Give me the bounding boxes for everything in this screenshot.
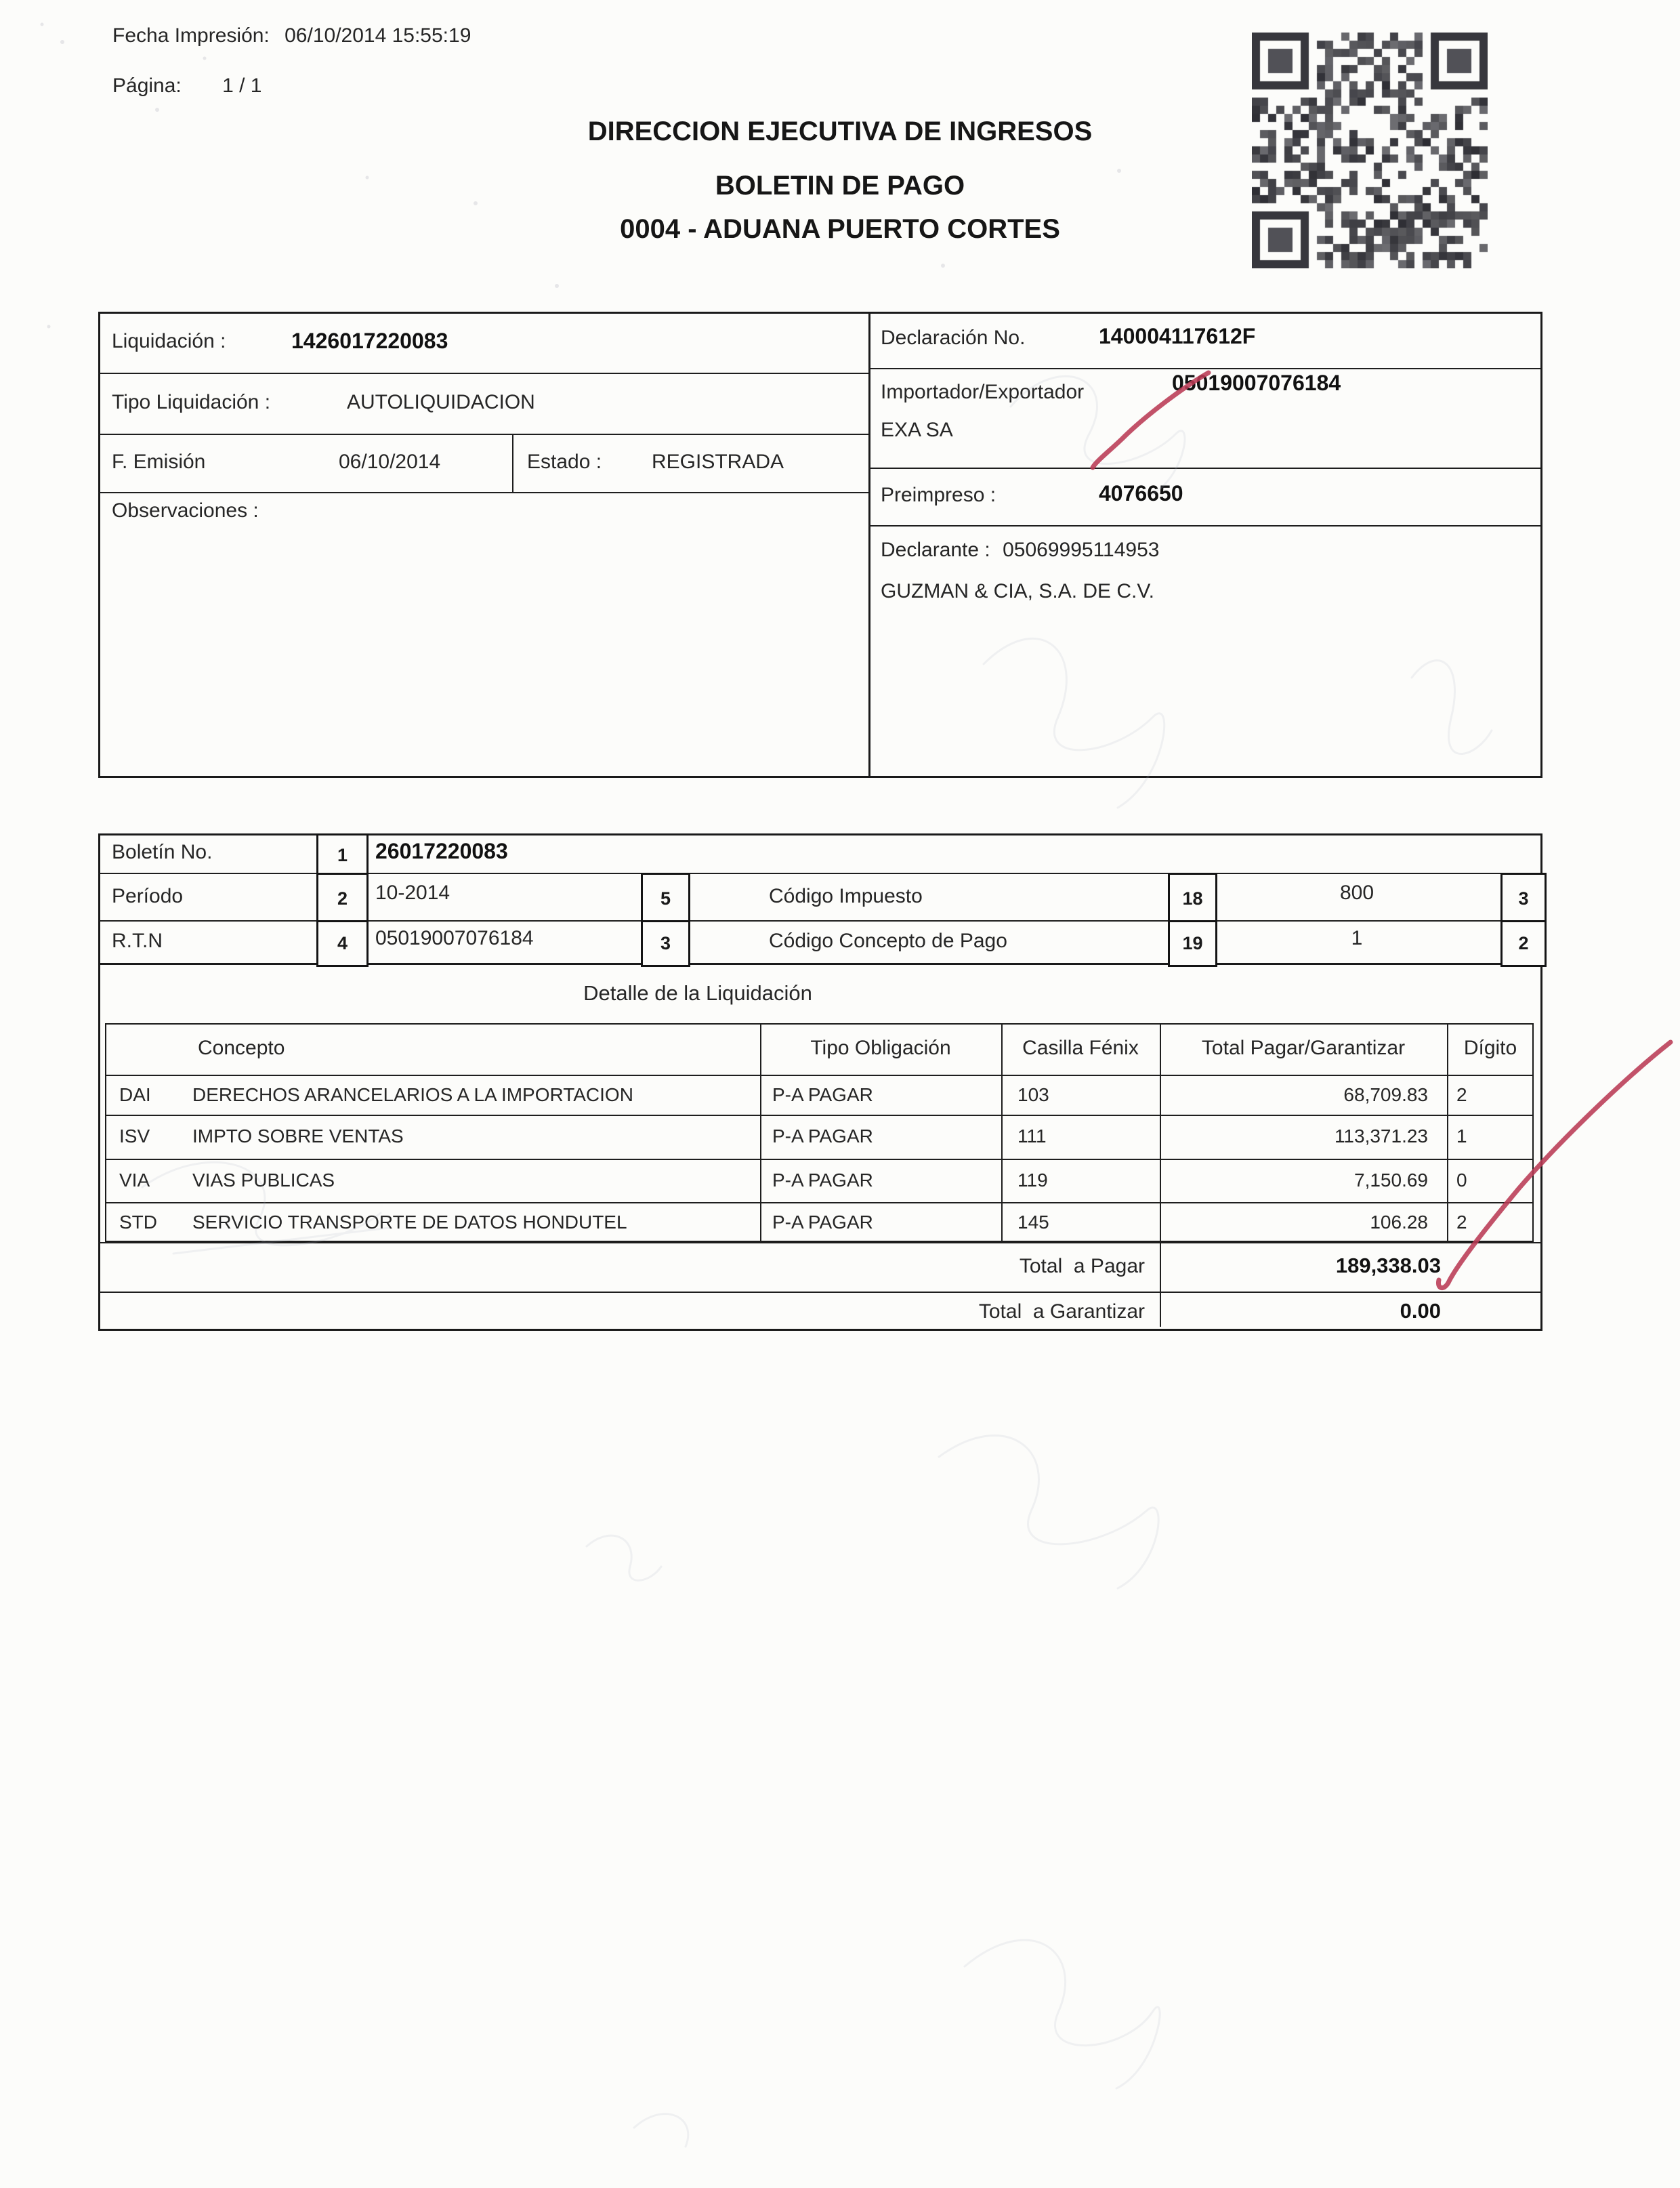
detalle-row-border	[105, 1159, 1532, 1160]
liquidacion-value: 1426017220083	[291, 329, 448, 353]
table1-border	[868, 368, 1540, 369]
casilla-box-19: 19	[1168, 920, 1217, 967]
table1-border	[868, 468, 1540, 469]
casilla-box-1: 1	[316, 833, 369, 877]
detalle-title: Detalle de la Liquidación	[583, 981, 812, 1005]
scan-scribble	[939, 1436, 1158, 1588]
scan-speck	[203, 57, 207, 60]
row-tipo: P-A PAGAR	[772, 1170, 873, 1191]
casilla-box-4: 4	[316, 920, 369, 967]
casilla-box-2: 2	[316, 873, 369, 924]
totals-border	[98, 1292, 1542, 1293]
scan-speck	[41, 23, 44, 26]
table2-border	[98, 920, 1542, 922]
estado-label: Estado :	[527, 451, 602, 473]
row-code: DAI	[119, 1084, 151, 1105]
total-garantizar-label: Total a Garantizar	[978, 1300, 1145, 1323]
codigo-impuesto-label: Código Impuesto	[769, 885, 923, 907]
row-casilla: 145	[1017, 1212, 1049, 1233]
declarante-line	[881, 539, 1159, 562]
table2-border	[98, 963, 1542, 965]
emision-label: F. Emisión	[112, 451, 206, 473]
row-total: 106.28	[1370, 1212, 1428, 1233]
row-concepto: DERECHOS ARANCELARIOS A LA IMPORTACION	[192, 1084, 633, 1105]
scan-scribble	[965, 1940, 1160, 2088]
row-total: 113,371.23	[1334, 1126, 1428, 1147]
detalle-row-border	[105, 1075, 1532, 1076]
totals-divider	[1160, 1242, 1161, 1327]
rtn-label: R.T.N	[112, 930, 163, 952]
table1-border	[98, 434, 868, 435]
declarante-label: Declarante :	[881, 539, 990, 561]
total-pagar-label: Total a Pagar	[1019, 1255, 1145, 1277]
table2-border	[98, 873, 1542, 874]
table1-border	[868, 525, 1540, 527]
codigo-concepto-value: 1	[1351, 927, 1363, 949]
page-number-value: 1 / 1	[222, 75, 262, 97]
row-code: STD	[119, 1212, 157, 1233]
casilla-box-3-right: 3	[1500, 873, 1547, 924]
row-concepto: VIAS PUBLICAS	[192, 1170, 335, 1191]
scan-scribble	[587, 1535, 661, 1580]
scan-speck	[941, 264, 945, 268]
codigo-impuesto-value: 800	[1339, 882, 1374, 904]
importador-value: 05019007076184	[1172, 371, 1341, 395]
totals-border	[98, 1242, 1542, 1243]
periodo-label: Período	[112, 885, 184, 907]
casilla-box-5: 5	[641, 873, 690, 924]
casilla-box-18: 18	[1168, 873, 1217, 924]
declaracion-label: Declaración No.	[881, 327, 1026, 349]
row-tipo: P-A PAGAR	[772, 1084, 873, 1105]
scan-speck	[60, 40, 64, 44]
print-date-value: 06/10/2014 15:55:19	[285, 24, 471, 47]
total-pagar-value: 189,338.03	[1335, 1254, 1441, 1277]
casilla-box-3: 3	[641, 920, 690, 967]
emision-value: 06/10/2014	[339, 451, 441, 473]
row-digito: 0	[1456, 1170, 1467, 1191]
row-code: ISV	[119, 1126, 150, 1147]
row-code: VIA	[119, 1170, 150, 1191]
print-date-label: Fecha Impresión:	[112, 24, 270, 47]
col-header-concepto: Concepto	[198, 1037, 285, 1059]
doc-title: BOLETIN DE PAGO	[715, 171, 965, 201]
page-number-label: Página:	[112, 75, 182, 97]
observaciones-label: Observaciones :	[112, 499, 259, 522]
detalle-row-border	[105, 1202, 1532, 1203]
row-casilla: 119	[1017, 1170, 1048, 1191]
row-concepto: SERVICIO TRANSPORTE DE DATOS HONDUTEL	[192, 1212, 627, 1233]
declarante-value: 05069995114953	[1003, 539, 1160, 561]
preimpreso-label: Preimpreso :	[881, 484, 996, 506]
row-tipo: P-A PAGAR	[772, 1126, 873, 1147]
col-header-total: Total Pagar/Garantizar	[1201, 1037, 1406, 1059]
row-total: 7,150.69	[1354, 1170, 1428, 1191]
print-date-line	[112, 24, 471, 48]
col-header-casilla: Casilla Fénix	[1022, 1037, 1139, 1059]
boletin-no-label: Boletín No.	[112, 841, 213, 863]
row-concepto: IMPTO SOBRE VENTAS	[192, 1126, 404, 1147]
row-digito: 2	[1456, 1084, 1467, 1105]
row-casilla: 103	[1017, 1084, 1049, 1105]
total-garantizar-value: 0.00	[1400, 1299, 1441, 1323]
row-digito: 1	[1456, 1126, 1467, 1147]
periodo-value: 10-2014	[375, 882, 450, 904]
rtn-value: 05019007076184	[375, 927, 534, 949]
liquidacion-label: Liquidación :	[112, 330, 226, 352]
preimpreso-value: 4076650	[1099, 481, 1183, 505]
page-number-line	[112, 75, 261, 98]
row-total: 68,709.83	[1343, 1084, 1428, 1105]
row-digito: 2	[1456, 1212, 1467, 1233]
org-title: DIRECCION EJECUTIVA DE INGRESOS	[587, 117, 1093, 146]
importador-name: EXA SA	[881, 419, 953, 441]
casilla-box-2-right: 2	[1500, 920, 1547, 967]
table1-estado-divider	[512, 434, 513, 492]
tipo-liquidacion-value: AUTOLIQUIDACION	[347, 391, 535, 413]
scan-speck	[155, 108, 159, 112]
codigo-concepto-label: Código Concepto de Pago	[769, 930, 1007, 952]
col-header-tipo: Tipo Obligación	[810, 1037, 951, 1059]
tipo-liquidacion-label: Tipo Liquidación :	[112, 391, 271, 413]
qr-code-icon	[1252, 33, 1488, 268]
table1-border	[98, 373, 868, 374]
boletin-no-value: 26017220083	[375, 839, 508, 863]
table1-border	[98, 492, 868, 493]
col-header-digito: Dígito	[1463, 1037, 1517, 1059]
table1-center-divider	[868, 312, 870, 778]
detalle-row-border	[105, 1115, 1532, 1116]
aduana-subtitle: 0004 - ADUANA PUERTO CORTES	[620, 214, 1060, 244]
scan-speck	[474, 201, 478, 205]
declarante-name: GUZMAN & CIA, S.A. DE C.V.	[881, 580, 1154, 602]
scan-scribble	[634, 2114, 688, 2147]
estado-value: REGISTRADA	[652, 451, 784, 473]
declaracion-value: 140004117612F	[1099, 324, 1256, 348]
row-casilla: 111	[1017, 1126, 1047, 1147]
scan-speck	[555, 284, 559, 288]
row-tipo: P-A PAGAR	[772, 1212, 873, 1233]
scan-speck	[47, 325, 51, 329]
importador-label: Importador/Exportador	[881, 381, 1085, 403]
